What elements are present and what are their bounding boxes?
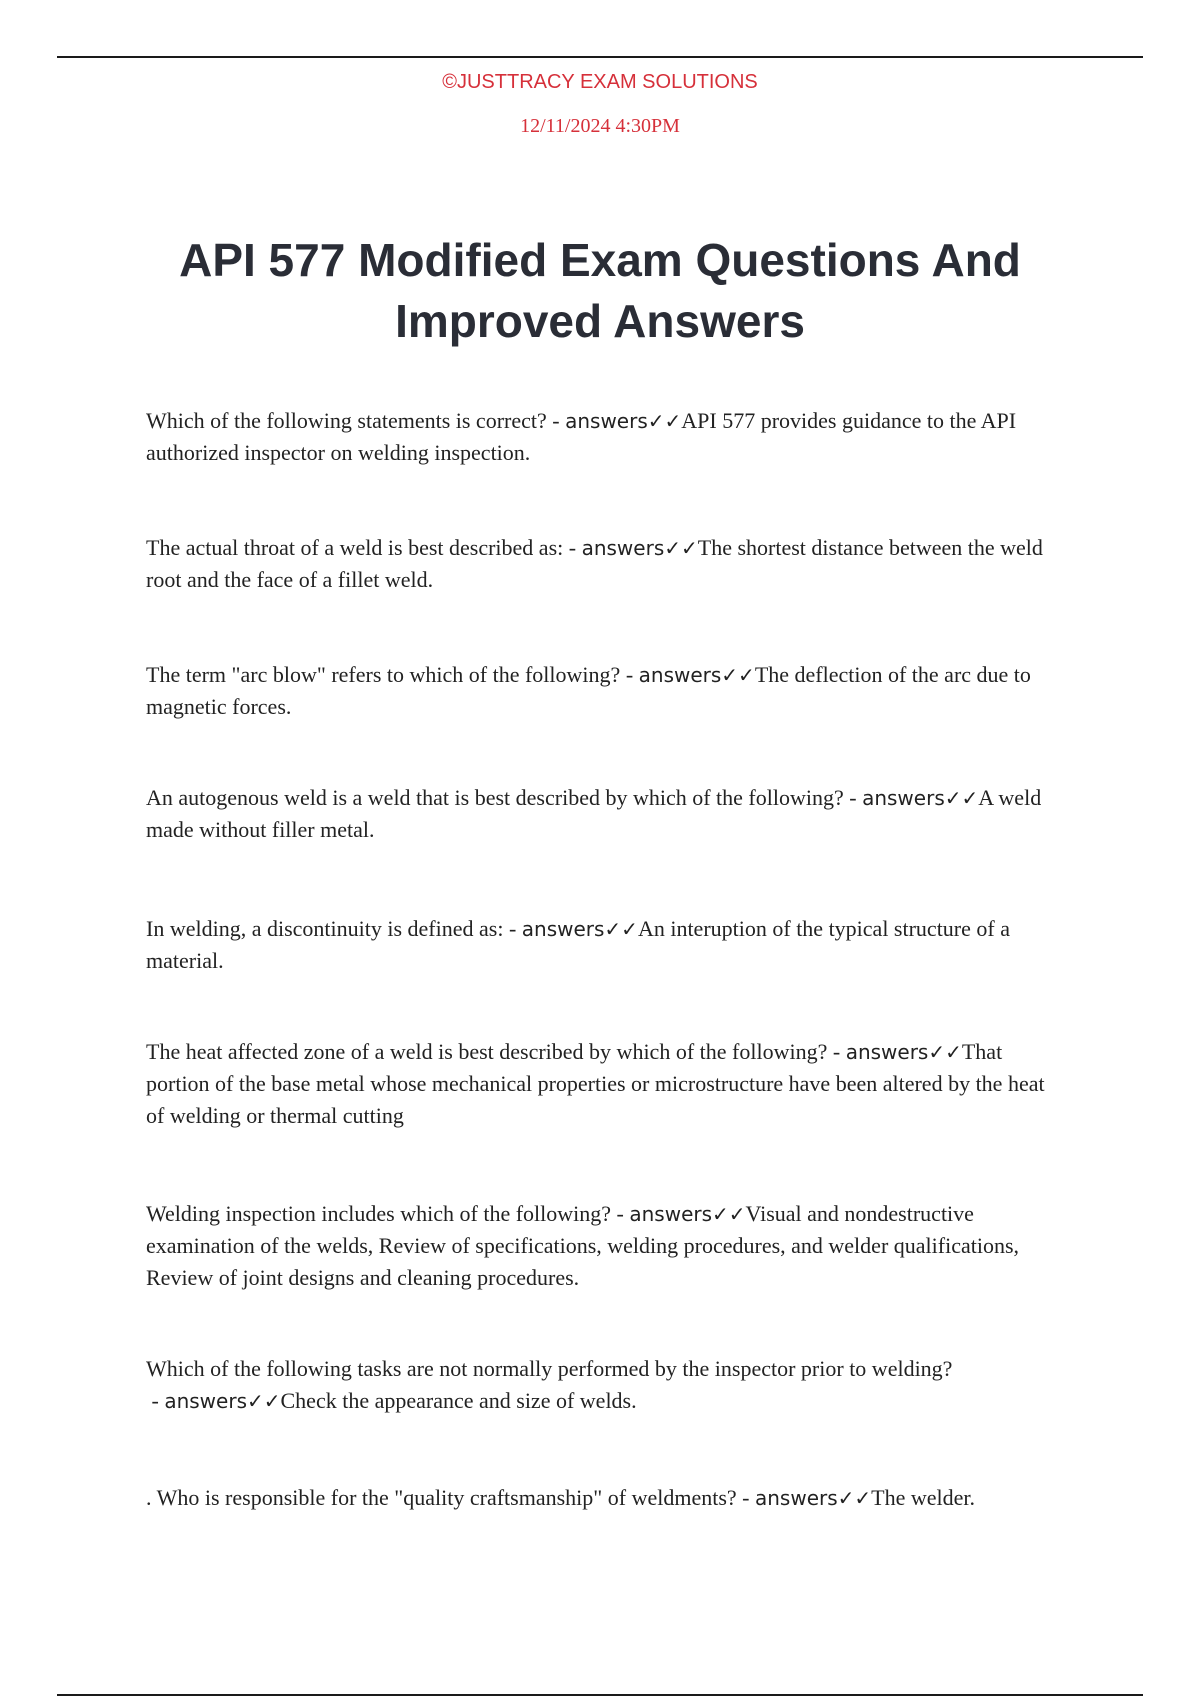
answer-text: Check the appearance and size of welds. <box>280 1388 637 1413</box>
answer-marker: answers✓✓ <box>845 1040 962 1064</box>
answer-marker: answers✓✓ <box>629 1202 746 1226</box>
answer-marker: answers✓✓ <box>565 409 682 433</box>
qa-item-8 <box>146 1353 1066 1417</box>
answer-text: Visual and nondestructive examination of the welds, Review of specifications, welding procedures, and welder qualifications, Review of joint designs and cleaning procedures. <box>146 1201 1020 1290</box>
answer-marker: answers✓✓ <box>164 1389 281 1413</box>
qa-item-5 <box>146 913 1066 977</box>
qa-item-1 <box>146 405 1066 469</box>
question-text: . Who is responsible for the "quality craftsmanship" of weldments? <box>146 1485 737 1510</box>
question-text: An autogenous weld is a weld that is best described by which of the following? <box>146 785 844 810</box>
question-text: In welding, a discontinuity is defined as: <box>146 916 504 941</box>
qa-item-3 <box>146 659 1066 723</box>
answer-text: API 577 provides guidance to the API authorized inspector on welding inspection. <box>146 408 1017 465</box>
question-text: The heat affected zone of a weld is best described by which of the following? <box>146 1039 828 1064</box>
answer-text: An interuption of the typical structure of a material. <box>146 916 1010 973</box>
answer-text: The shortest distance between the weld root and the face of a fillet weld. <box>146 535 1043 592</box>
header-brand: ©JUSTTRACY EXAM SOLUTIONS <box>442 71 758 93</box>
answer-separator: - <box>736 1485 755 1510</box>
answer-marker: answers✓✓ <box>638 663 755 687</box>
qa-item-2 <box>146 532 1066 596</box>
qa-item-9 <box>146 1482 1066 1514</box>
answer-text: A weld made without filler metal. <box>146 785 1042 842</box>
answer-separator: - <box>620 662 639 687</box>
question-text: The term "arc blow" refers to which of the following? <box>146 662 621 687</box>
answer-marker: answers✓✓ <box>521 917 638 941</box>
answer-separator: - <box>827 1039 846 1064</box>
answer-separator: - <box>843 785 863 810</box>
answer-separator: - <box>503 916 522 941</box>
question-text: Welding inspection includes which of the following? <box>146 1201 612 1226</box>
header-date: 12/11/2024 4:30PM <box>520 115 680 137</box>
answer-text: The welder. <box>871 1485 976 1510</box>
answer-marker: answers✓✓ <box>581 536 698 560</box>
question-text: Which of the following statements is correct? <box>146 408 547 433</box>
top-rule <box>57 56 1143 58</box>
answer-text: The deflection of the arc due to magnetic forces. <box>146 662 1031 719</box>
answer-separator: - <box>146 1388 165 1413</box>
answer-separator: - <box>611 1201 630 1226</box>
bottom-rule <box>57 1694 1143 1696</box>
answer-marker: answers✓✓ <box>754 1486 872 1510</box>
qa-item-7 <box>146 1198 1066 1294</box>
answer-text: That portion of the base metal whose mechanical properties or microstructure have been altered by the heat of welding or thermal cutting <box>146 1039 1045 1128</box>
answer-marker: answers✓✓ <box>862 786 979 810</box>
answer-separator: - <box>563 535 582 560</box>
question-text: Which of the following tasks are not normally performed by the inspector prior to welding? <box>146 1356 953 1381</box>
qa-item-6 <box>146 1036 1066 1132</box>
document-title: API 577 Modified Exam Questions And Improved Answers <box>179 234 1021 347</box>
answer-separator: - <box>546 408 566 433</box>
question-text: The actual throat of a weld is best described as: <box>146 535 564 560</box>
qa-item-4 <box>146 782 1066 846</box>
